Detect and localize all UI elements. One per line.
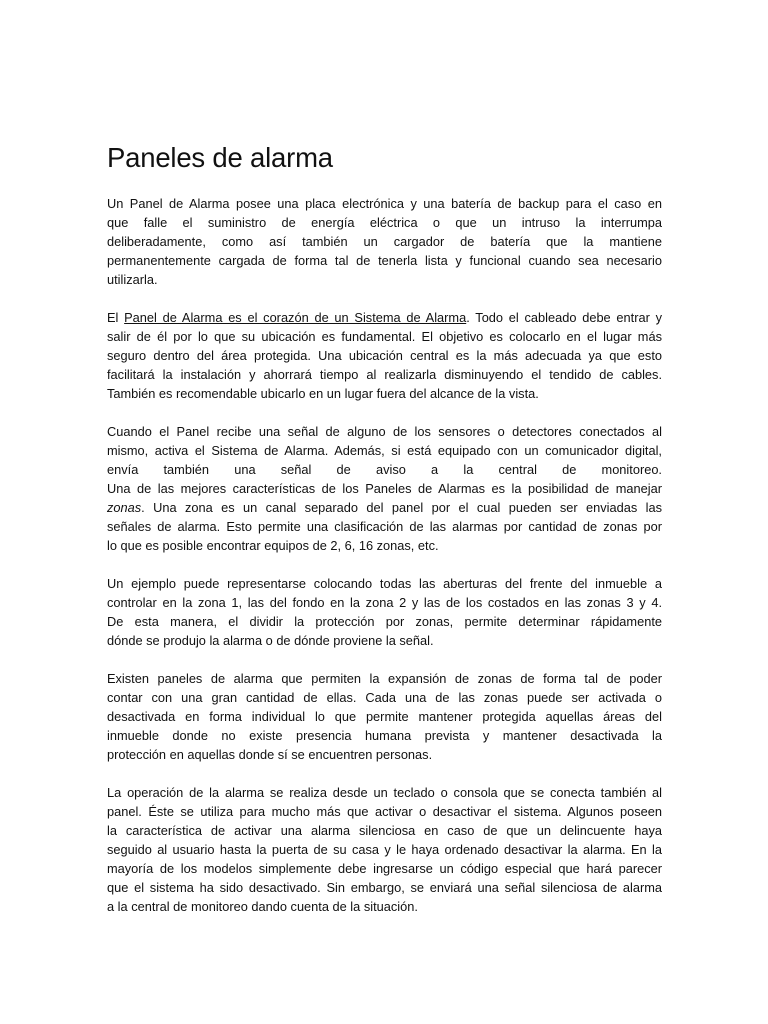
text-line: Un Panel de Alarma posee una placa electrónica y una batería de backup para el caso en [107,195,662,211]
paragraph-zones [107,422,662,555]
panel-heart-link[interactable]: Panel de Alarma es el corazón de un Sistema de Alarma [124,309,467,325]
text-line: permanentemente cargada de forma tal de tenerla lista y funcional cuando sea necesario [107,252,662,268]
text-line: que falle el suministro de energía eléctrica o que un intruso la interrumpa [107,214,662,230]
page-title: Paneles de alarma [107,142,333,173]
text-line: salir de él por lo que su ubicación es fundamental. El objetivo es colocarlo en el lugar más [107,328,662,344]
text-line: dónde se produjo la alarma o de dónde proviene la señal. [107,632,434,648]
text-line: Un ejemplo puede representarse colocando todas las aberturas del frente del inmueble a [107,575,662,591]
text-line: a la central de monitoreo dando cuenta de la situación. [107,898,418,914]
text-line: lo que es posible encontrar equipos de 2, 6, 16 zonas, etc. [107,537,439,553]
text-line: señales de alarma. Esto permite una clasificación de las alarmas por cantidad de zonas por [107,518,662,534]
paragraph-panel-description [107,194,662,289]
text-line: También es recomendable ubicarlo en un lugar fuera del alcance de la vista. [107,385,539,401]
text-line [107,498,662,517]
text-line: facilitará la instalación y ahorrará tiempo al realizarla disminuyendo el tendido de cables. [107,366,662,382]
text-line: que el sistema ha sido desactivado. Sin embargo, se enviará una señal silenciosa de alarma [107,879,662,895]
text-line: envía también una señal de aviso a la central de monitoreo. [107,461,662,477]
paragraph-example [107,574,662,650]
text-line: De esta manera, el dividir la protección por zonas, permite determinar rápidamente [107,613,662,629]
text-fragment: El [107,309,125,325]
paragraph-expansion [107,669,662,764]
document-page [107,142,662,935]
text-fragment: . Todo el cableado debe entrar y [466,309,663,325]
text-line: deliberadamente, como así también un cargador de batería que la mantiene [107,233,662,249]
text-line: Existen paneles de alarma que permiten la expansión de zonas de forma tal de poder [107,670,662,686]
text-line: inmueble donde no existe presencia humana prevista y mantener desactivada la [107,727,662,743]
text-line: la característica de activar una alarma silenciosa en caso de que un delincuente haya [107,822,662,838]
text-line: mismo, activa el Sistema de Alarma. Además, si está equipado con un comunicador digital, [107,442,662,458]
text-line: desactivada en forma individual lo que permite mantener protegida aquellas áreas del [107,708,662,724]
text-line: panel. Éste se utiliza para mucho más que activar o desactivar el sistema. Algunos poseen [107,803,662,819]
text-line: seguido al usuario hasta la puerta de su casa y le haya ordenado desactivar la alarma. En la [107,841,662,857]
paragraph-panel-location [107,308,662,403]
text-line: contar con una gran cantidad de ellas. Cada una de las zonas puede ser activada o [107,689,662,705]
text-line: mayoría de los modelos simplemente debe ingresarse un código especial que hará parecer [107,860,662,876]
text-line: seguro dentro del área protegida. Una ubicación central es la más adecuada ya que esto [107,347,662,363]
text-line: controlar en la zona 1, las del fondo en la zona 2 y las de los costados en las zonas 3 y 4. [107,594,662,610]
paragraph-operation [107,783,662,916]
text-line: Una de las mejores características de los Paneles de Alarmas es la posibilidad de manejar [107,480,662,496]
text-line: protección en aquellas donde sí se encuentren personas. [107,746,433,762]
text-line: Cuando el Panel recibe una señal de alguno de los sensores o detectores conectados al [107,423,662,439]
emphasis-zonas: zonas [107,499,142,515]
text-line: utilizarla. [107,271,158,287]
text-line [107,308,662,327]
text-line: La operación de la alarma se realiza desde un teclado o consola que se conecta también al [107,784,662,800]
text-fragment: . Una zona es un canal separado del panel por el cual pueden ser enviadas las [141,499,662,515]
